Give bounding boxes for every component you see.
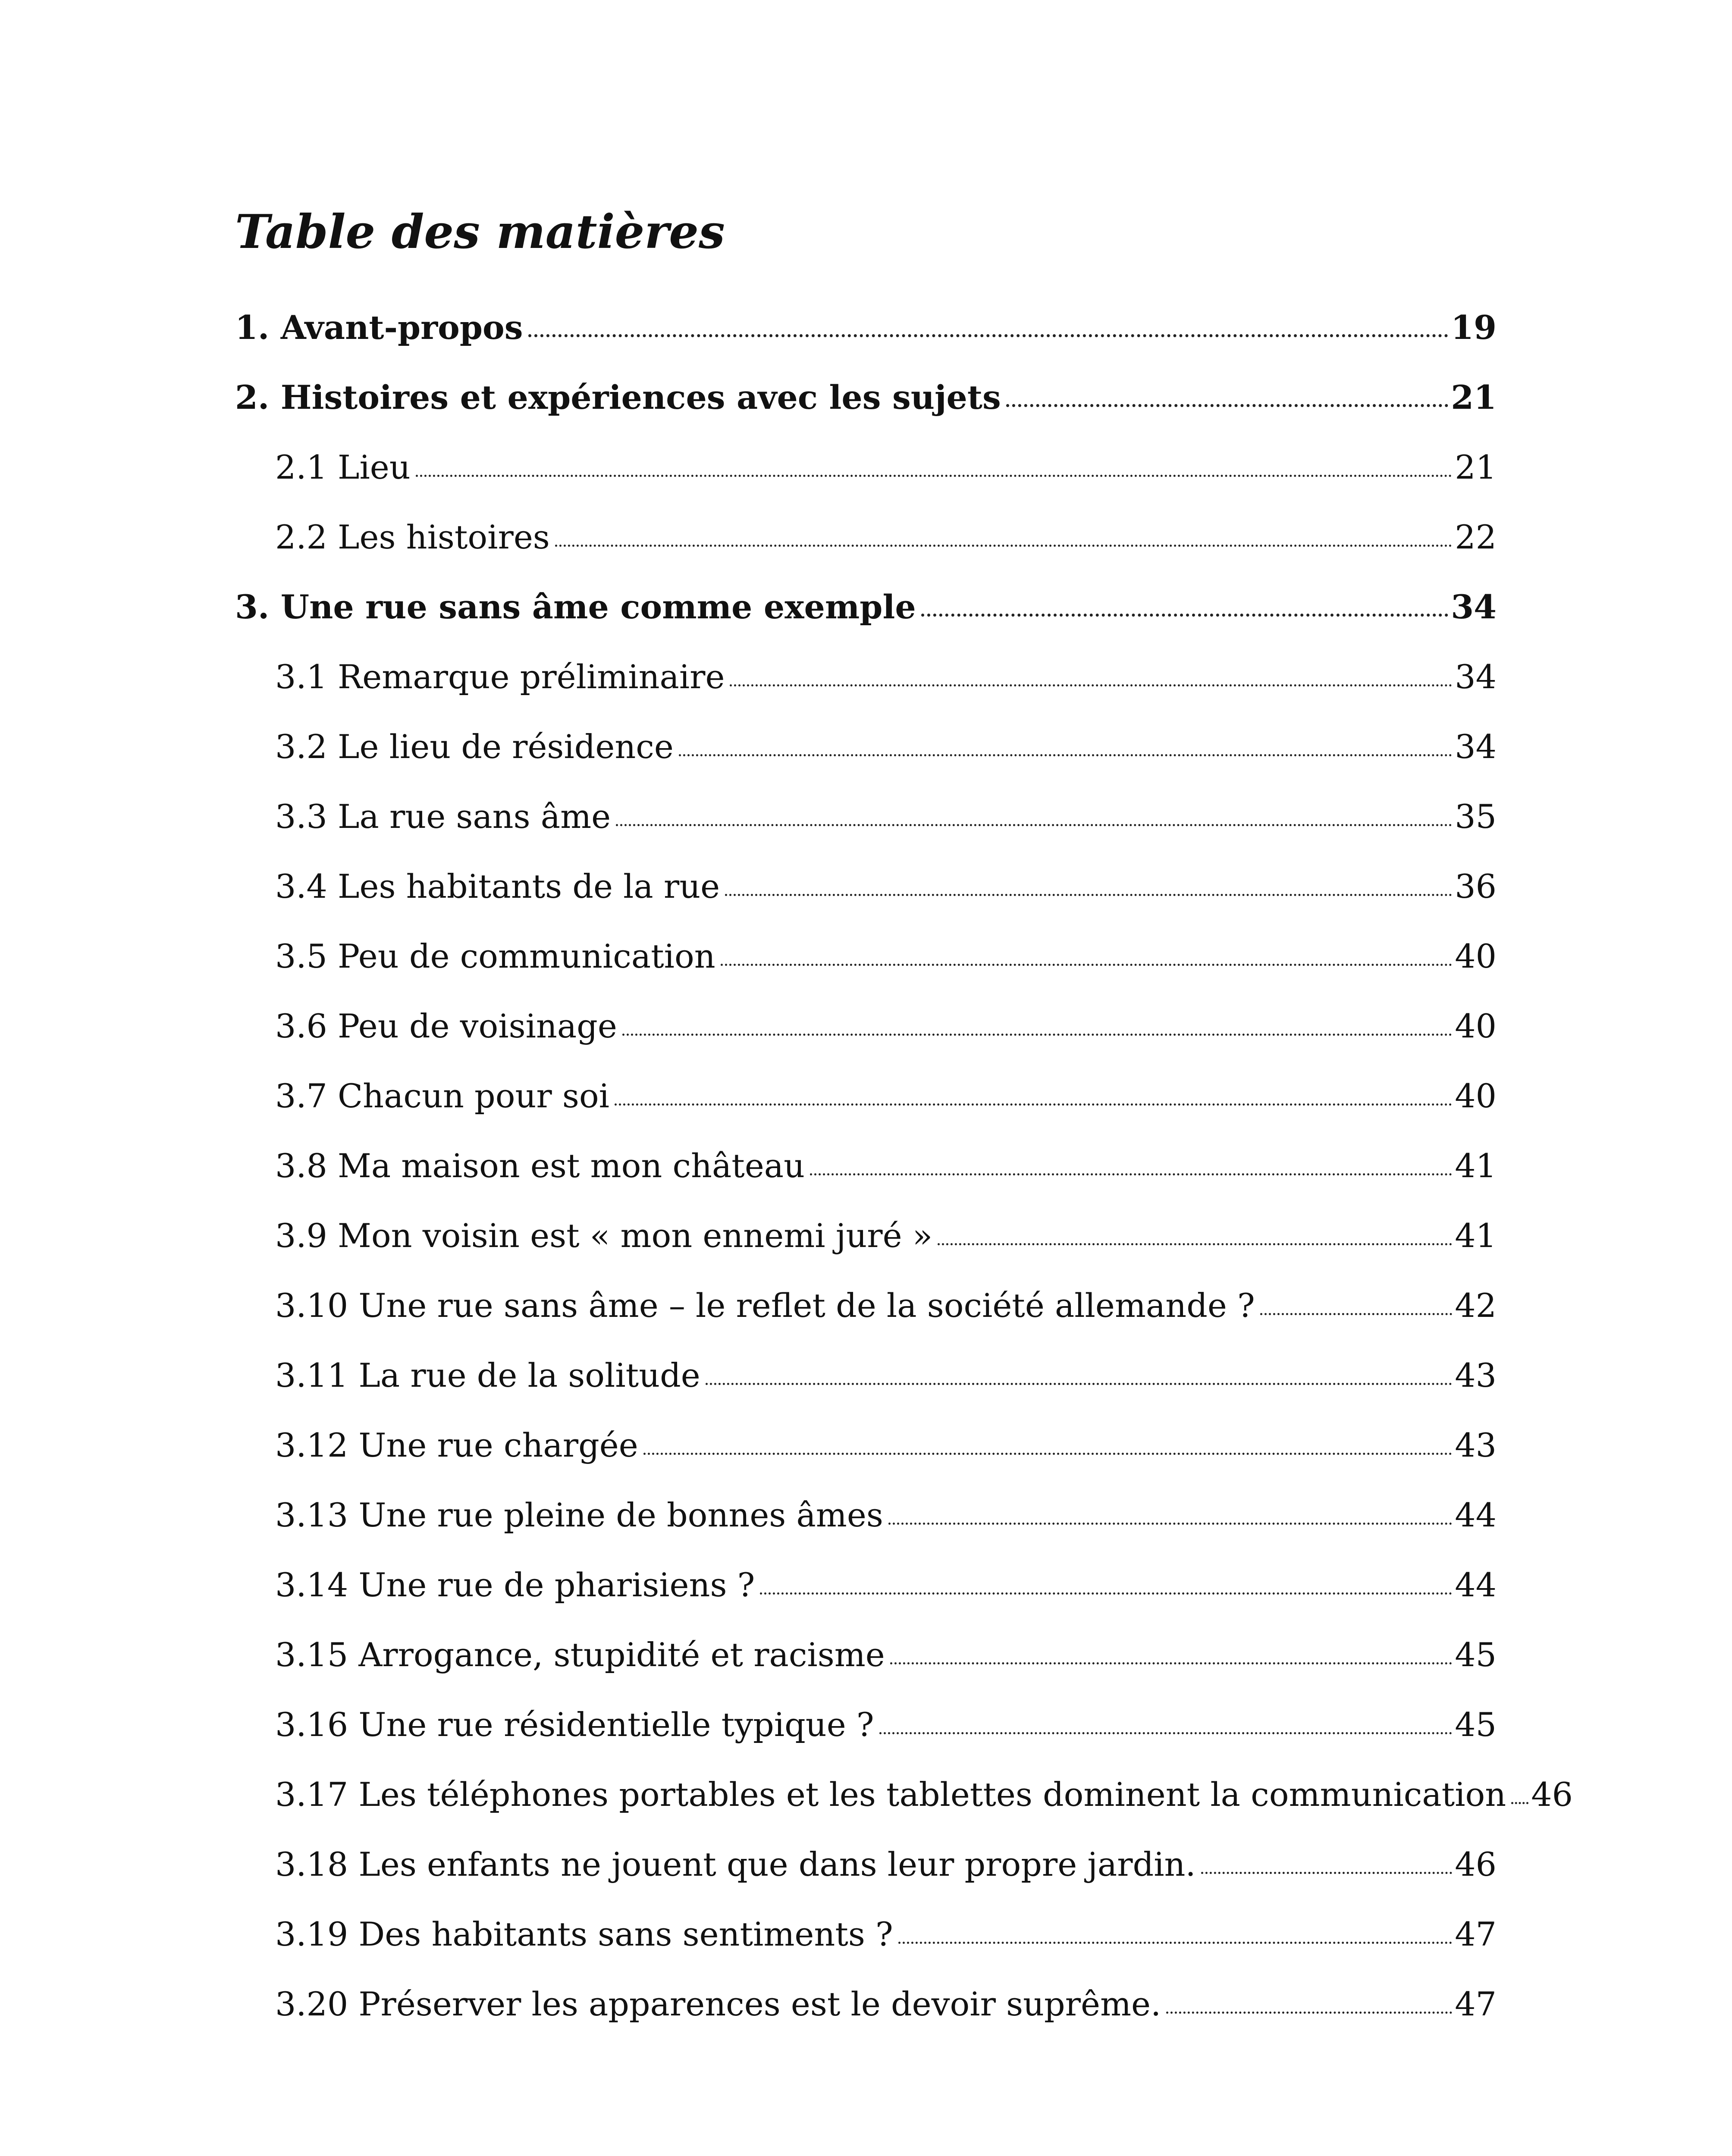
toc-dot-leader — [622, 1029, 1452, 1036]
toc-dot-leader — [938, 1239, 1452, 1245]
toc-dot-leader — [706, 1379, 1453, 1385]
toc-entry-label: 3.1 Remarque préliminaire — [275, 658, 725, 696]
toc-entry[interactable] — [235, 1769, 1573, 1839]
toc-page-number: 40 — [1455, 1077, 1497, 1115]
toc-entry[interactable] — [235, 442, 1497, 511]
toc-entry[interactable] — [235, 1280, 1497, 1350]
toc-entry[interactable] — [235, 581, 1497, 651]
toc-entry-label: 3.8 Ma maison est mon château — [275, 1147, 805, 1185]
toc-entry-label: 3.13 Une rue pleine de bonnes âmes — [275, 1496, 883, 1534]
toc-entry-label: 3.11 La rue de la solitude — [275, 1356, 700, 1395]
toc-page-number: 45 — [1455, 1705, 1497, 1744]
toc-page-number: 46 — [1531, 1775, 1573, 1814]
toc-entry-label: 3. Une rue sans âme comme exemple — [235, 588, 916, 626]
toc-entry[interactable] — [235, 721, 1497, 791]
toc-dot-leader — [810, 1169, 1452, 1175]
toc-page-number: 21 — [1451, 378, 1497, 417]
toc-entry[interactable] — [235, 372, 1497, 442]
toc-entry-label: 3.12 Une rue chargée — [275, 1426, 638, 1464]
toc-entry[interactable] — [235, 1559, 1497, 1629]
toc-dot-leader — [1006, 400, 1448, 407]
toc-entry-label: 3.5 Peu de communication — [275, 937, 715, 975]
toc-page-number: 19 — [1451, 308, 1497, 347]
toc-dot-leader — [1511, 1798, 1528, 1804]
toc-dot-leader — [921, 609, 1449, 617]
toc-entry-label: 2. Histoires et expériences avec les sujets — [235, 378, 1001, 417]
toc-page-number: 36 — [1455, 867, 1497, 906]
toc-entry[interactable] — [235, 1839, 1497, 1908]
toc-page-number: 42 — [1455, 1286, 1497, 1325]
toc-page-number: 21 — [1455, 448, 1497, 486]
toc-entry-label: 3.2 Le lieu de résidence — [275, 727, 674, 766]
toc-dot-leader — [528, 330, 1449, 337]
toc-entry[interactable] — [235, 1350, 1497, 1420]
toc-entry[interactable] — [235, 1699, 1497, 1769]
toc-entry-label: 3.3 La rue sans âme — [275, 797, 611, 836]
toc-dot-leader — [1260, 1309, 1453, 1315]
toc-title: Table des matières — [235, 205, 725, 259]
toc-page-number: 34 — [1455, 658, 1497, 696]
toc-entry[interactable] — [235, 931, 1497, 1000]
toc-page-number: 44 — [1455, 1496, 1497, 1534]
toc-page-number: 34 — [1455, 727, 1497, 766]
toc-entry-label: 3.14 Une rue de pharisiens ? — [275, 1566, 755, 1604]
toc-page-number: 46 — [1455, 1845, 1497, 1883]
toc-entry-label: 3.4 Les habitants de la rue — [275, 867, 720, 906]
toc-entry[interactable] — [235, 1420, 1497, 1489]
toc-page-number: 41 — [1455, 1147, 1497, 1185]
toc-entry[interactable] — [235, 1000, 1497, 1070]
toc-dot-leader — [879, 1728, 1453, 1734]
toc-page-number: 40 — [1455, 937, 1497, 975]
toc-dot-leader — [615, 1099, 1452, 1106]
toc-entry[interactable] — [235, 1978, 1497, 2048]
toc-dot-leader — [679, 750, 1452, 756]
toc-entry-label: 3.15 Arrogance, stupidité et racisme — [275, 1636, 885, 1674]
toc-page-number: 40 — [1455, 1007, 1497, 1045]
toc-dot-leader — [1166, 2007, 1452, 2014]
toc-dot-leader — [1201, 1868, 1453, 1874]
toc-entry-label: 3.7 Chacun pour soi — [275, 1077, 609, 1115]
toc-entry[interactable] — [235, 1629, 1497, 1699]
toc-entry-label: 2.2 Les histoires — [275, 518, 550, 556]
toc-dot-leader — [730, 680, 1452, 686]
toc-dot-leader — [898, 1937, 1452, 1944]
toc-dot-leader — [888, 1518, 1452, 1525]
toc-page-number: 47 — [1455, 1915, 1497, 1953]
toc-entry[interactable] — [235, 302, 1497, 372]
toc-dot-leader — [643, 1448, 1453, 1455]
toc-entry-label: 3.10 Une rue sans âme – le reflet de la société allemande ? — [275, 1286, 1255, 1325]
toc-page-number: 43 — [1455, 1356, 1497, 1395]
toc-page-number: 45 — [1455, 1636, 1497, 1674]
toc-page-number: 44 — [1455, 1566, 1497, 1604]
toc-entry[interactable] — [235, 791, 1497, 861]
toc-entry-label: 2.1 Lieu — [275, 448, 411, 486]
toc-dot-leader — [416, 470, 1453, 477]
toc-dot-leader — [555, 540, 1452, 547]
toc-dot-leader — [721, 959, 1453, 966]
toc-entry[interactable] — [235, 1908, 1497, 1978]
toc-entry[interactable] — [235, 651, 1497, 721]
toc-entry[interactable] — [235, 861, 1497, 931]
toc-page-number: 35 — [1455, 797, 1497, 836]
toc-dot-leader — [760, 1588, 1452, 1595]
toc-entry-label: 3.9 Mon voisin est « mon ennemi juré » — [275, 1216, 933, 1255]
toc-dot-leader — [616, 820, 1452, 826]
toc-entry-label: 3.16 Une rue résidentielle typique ? — [275, 1705, 874, 1744]
toc-page-number: 47 — [1455, 1985, 1497, 2023]
toc-page-number: 43 — [1455, 1426, 1497, 1464]
toc-entry[interactable] — [235, 1210, 1497, 1280]
table-of-contents — [235, 302, 1573, 2048]
toc-entry-label: 1. Avant-propos — [235, 308, 523, 347]
toc-entry[interactable] — [235, 1070, 1497, 1140]
toc-page-number: 22 — [1455, 518, 1497, 556]
toc-entry-label: 3.20 Préserver les apparences est le devoir suprême. — [275, 1985, 1161, 2023]
toc-page-number: 41 — [1455, 1216, 1497, 1255]
toc-entry-label: 3.6 Peu de voisinage — [275, 1007, 617, 1045]
toc-entry[interactable] — [235, 511, 1497, 581]
toc-dot-leader — [725, 890, 1452, 896]
toc-entry[interactable] — [235, 1489, 1497, 1559]
toc-entry-label: 3.18 Les enfants ne jouent que dans leur propre jardin. — [275, 1845, 1196, 1883]
toc-page-number: 34 — [1451, 588, 1497, 626]
toc-entry-label: 3.17 Les téléphones portables et les tablettes dominent la communication — [275, 1775, 1506, 1814]
toc-dot-leader — [890, 1658, 1453, 1664]
toc-entry[interactable] — [235, 1140, 1497, 1210]
toc-entry-label: 3.19 Des habitants sans sentiments ? — [275, 1915, 893, 1953]
